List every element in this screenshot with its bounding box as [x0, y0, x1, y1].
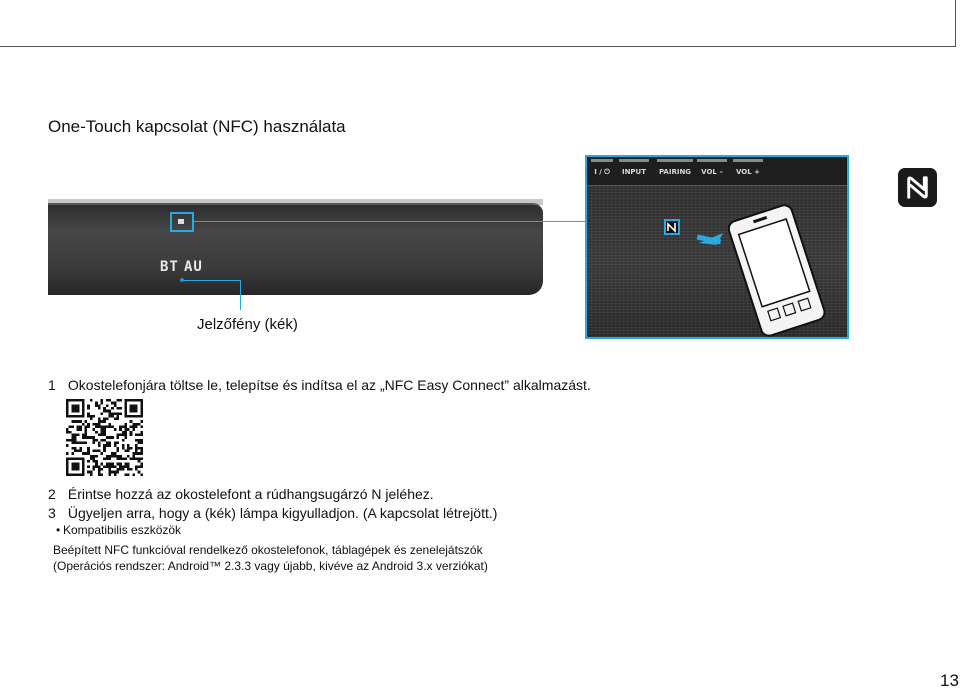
- top-rule: [0, 46, 956, 47]
- compatible-line-1: Beépített NFC funkcióval rendelkező okostelefonok, táblagépek és zenelejátszók: [53, 543, 483, 557]
- section-title: One-Touch kapcsolat (NFC) használata: [48, 117, 346, 136]
- input-button-label: INPUT: [619, 165, 649, 179]
- qr-code-icon: [66, 399, 143, 476]
- compatible-line-2: (Operációs rendszer: Android™ 2.3.3 vagy újabb, kivéve az Android 3.x verziókat): [53, 559, 488, 573]
- au-display-label: AU: [184, 259, 203, 275]
- step-text: Érintse hozzá az okostelefont a rúdhangsugárzó N jeléhez.: [67, 486, 434, 502]
- power-button-label: I / ⏻: [591, 165, 613, 179]
- step-2: [48, 486, 434, 502]
- soundbar-button-strip: [587, 157, 847, 186]
- step-number: 1: [48, 377, 56, 393]
- nfc-n-mark-icon: [664, 219, 680, 235]
- pairing-button-label: PAIRING: [657, 165, 693, 179]
- bullet-icon: •: [56, 523, 61, 537]
- top-rule-corner: [955, 0, 956, 47]
- compatible-title: Kompatibilis eszközök: [63, 523, 182, 537]
- step-text: Okostelefonjára töltse le, telepítse és indítsa el az „NFC Easy Connect” alkalmazást.: [67, 377, 591, 393]
- vol-up-button-label: VOL +: [733, 165, 763, 179]
- nfc-logo-icon: [898, 168, 937, 207]
- vol-down-button-label: VOL –: [697, 165, 727, 179]
- smartphone-illustration: [687, 199, 837, 339]
- indicator-light: [178, 219, 184, 224]
- callout-line-across: [183, 280, 241, 281]
- callout-line-down: [240, 280, 241, 310]
- bt-display-label: BT: [160, 259, 179, 275]
- led-caption: Jelzőfény (kék): [197, 316, 298, 333]
- nfc-detail-panel: [585, 155, 849, 339]
- step-3: [48, 505, 497, 521]
- step-number: 3: [48, 505, 56, 521]
- soundbar-image: [48, 203, 543, 295]
- callout-line-top: [194, 221, 586, 222]
- step-1: [48, 377, 591, 393]
- step-text: Ügyeljen arra, hogy a (kék) lámpa kigyulladjon. (A kapcsolat létrejött.): [67, 505, 498, 521]
- page-number: 13: [940, 671, 959, 690]
- step-number: 2: [48, 486, 56, 502]
- compatible-devices-note: [53, 522, 488, 574]
